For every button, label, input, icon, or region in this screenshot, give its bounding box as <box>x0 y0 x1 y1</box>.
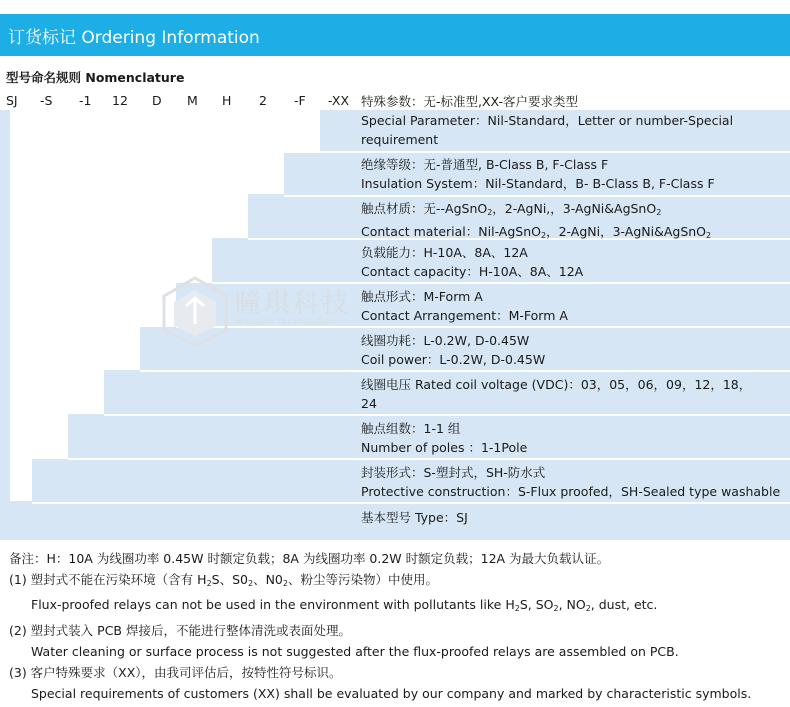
row-protective-construction <box>361 463 790 501</box>
code-s: -S <box>40 93 53 108</box>
row-coil-voltage-text: 线圈电压 Rated coil voltage (VDC)：03，05，06，09，12，18，24 <box>361 377 752 411</box>
code-2: 2 <box>259 93 267 108</box>
row-contact-arrangement-cn: 触点形式：M-Form A <box>361 289 483 304</box>
nomenclature-title: 型号命名规则 Nomenclature <box>6 70 185 85</box>
row-contact-arrangement-en: Contact Arrangement：M-Form A <box>361 308 568 323</box>
row-contact-capacity-cn: 负载能力：H-10A、8A、12A <box>361 245 528 260</box>
row-number-of-poles-en: Number of poles ：1-1Pole <box>361 440 528 455</box>
header-title: 订货标记 Ordering Information <box>8 28 260 48</box>
note-2-en: Water cleaning or surface process is not suggested after the flux-proofed relays are assembled on PCB. <box>31 643 679 659</box>
row-protective-construction-en: Protective construction：S-Flux proofed，SH-Sealed type washable <box>361 484 781 499</box>
watermark-logo-icon <box>160 276 230 346</box>
row-contact-capacity <box>361 243 790 281</box>
watermark-text: 瞳琪科技 <box>235 289 352 319</box>
row-coil-power <box>361 331 790 369</box>
note-remark: 备注：H：10A 为线圈功率 0.45W 时额定负载；8A 为线圈功率 0.2W 时额定负载；12A 为最大负载认证。 <box>9 551 610 566</box>
row-protective-construction-cn: 封装形式：S-塑封式，SH-防水式 <box>361 465 546 480</box>
row-coil-power-cn: 线圈功耗：L-0.2W, D-0.45W <box>361 333 530 348</box>
row-special-parameter <box>361 92 790 149</box>
row-contact-capacity-en: Contact capacity：H-10A、8A、12A <box>361 264 584 279</box>
watermark-subtext: WILLSON TECHNOLOGY <box>235 318 336 326</box>
code-sj: SJ <box>6 93 18 108</box>
code-m: M <box>187 93 198 108</box>
row-contact-arrangement <box>361 287 790 325</box>
code-12: 12 <box>112 93 128 108</box>
row-coil-power-en: Coil power：L-0.2W, D-0.45W <box>361 352 546 367</box>
note-3-en: Special requirements of customers (XX) shall be evaluated by our company and marked by characteristic symbols. <box>31 686 752 702</box>
code-xx: -XX <box>328 93 350 108</box>
row-number-of-poles-cn: 触点组数：1-1 组 <box>361 421 461 436</box>
code-f: -F <box>294 93 306 108</box>
code-d: D <box>152 93 162 108</box>
note-1-cn: (1) 塑封式不能在污染环境（含有 $H_2S$、$S0_2$、$N0_2$、粉尘等污染物）中使用。 <box>9 572 438 589</box>
code-1: -1 <box>79 93 92 108</box>
row-special-parameter-cn: 特殊参数：无-标准型,XX-客户要求类型 <box>361 94 578 109</box>
note-1-en: Flux-proofed relays can not be used in the environment with pollutants like $H_2S$, $SO_2$, $NO_2$, dust, etc. <box>31 597 658 614</box>
row-insulation-system <box>361 155 790 193</box>
row-insulation-system-cn: 绝缘等级：无-普通型, B-Class B, F-Class F <box>361 157 609 172</box>
row-basic-type <box>361 508 790 527</box>
row-insulation-system-en: Insulation System：Nil-Standard，B- B-Class B, F-Class F <box>361 176 715 191</box>
notes <box>9 548 751 704</box>
note-2-cn: (2) 塑封式装入 PCB 焊接后，不能进行整体清洗或表面处理。 <box>9 622 351 638</box>
note-3-cn: (3) 客户特殊要求（XX），由我司评估后，按特性符号标识。 <box>9 665 342 681</box>
row-special-parameter-en: Special Parameter：Nil-Standard，Letter or number-Special requirement <box>361 113 734 147</box>
row-contact-material-cn: 触点材质：无--AgSnO$_2$，2-AgNi,，3-AgNi&AgSnO$_2$ <box>361 201 662 217</box>
row-contact-material <box>361 199 790 245</box>
row-contact-material-en: Contact material：Nil-AgSnO$_2$，2-AgNi，3-AgNi&AgSnO$_2$ <box>361 224 712 240</box>
code-h: H <box>222 93 232 108</box>
row-coil-voltage <box>361 375 790 413</box>
row-basic-type-text: 基本型号 Type：SJ <box>361 510 468 525</box>
row-number-of-poles <box>361 419 790 457</box>
